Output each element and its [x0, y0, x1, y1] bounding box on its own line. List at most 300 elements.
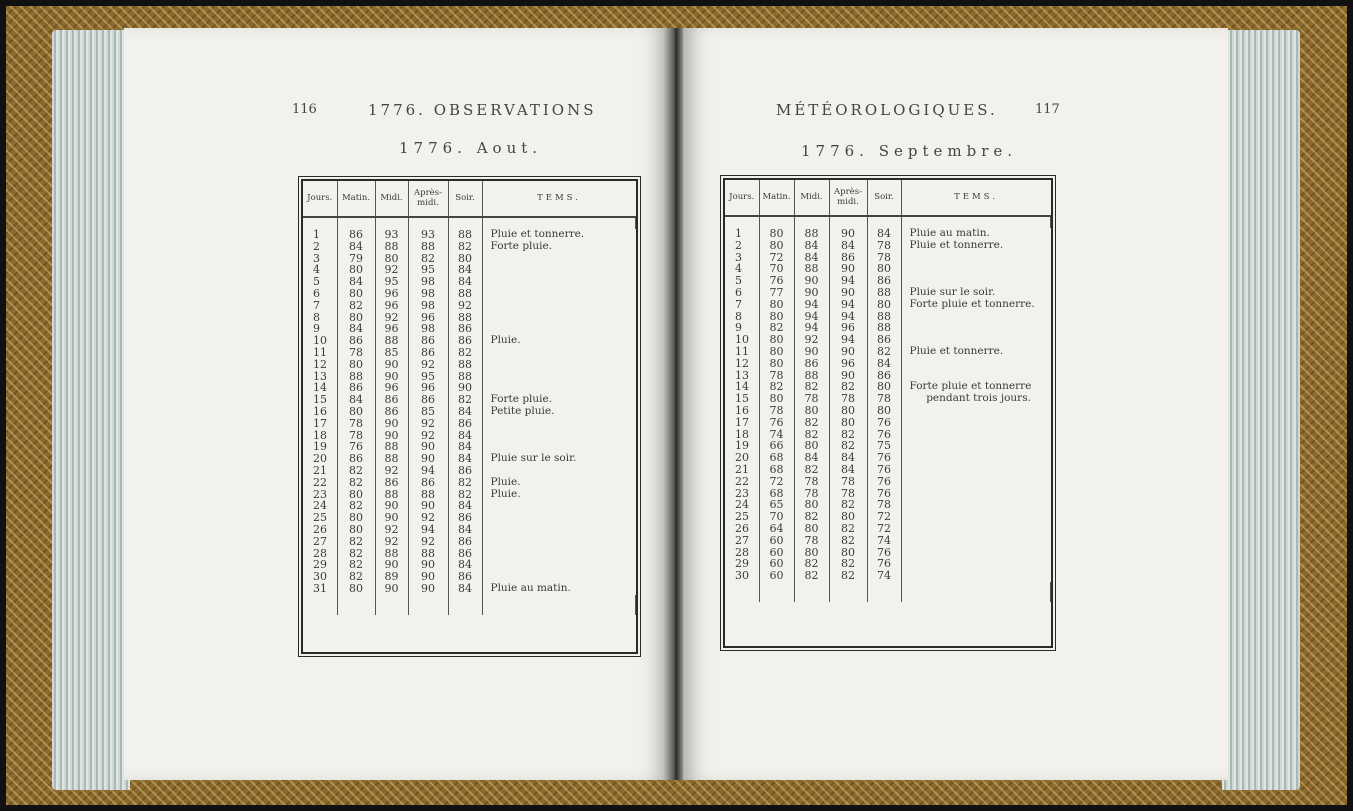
col-tems-cell: Pluie et tonnerre.	[909, 238, 1004, 251]
table-row	[725, 240, 1051, 252]
col-tems-cell	[482, 300, 636, 312]
col-midi-cell: 82	[794, 464, 829, 476]
col-matin-cell: 84	[337, 276, 375, 288]
col-apres-midi-cell: 80	[829, 417, 867, 429]
col-soir-cell: 88	[867, 287, 901, 299]
col-jours-cell: 29	[725, 558, 759, 570]
col-soir-cell: 86	[448, 335, 482, 347]
col-jours-cell: 6	[303, 288, 337, 300]
table-row	[725, 570, 1051, 582]
col-matin-cell: 76	[337, 441, 375, 453]
col-tems-cell: Forte pluie et tonnerre	[909, 380, 1032, 393]
col-soir-cell: 86	[448, 512, 482, 524]
col-matin-cell: 74	[759, 429, 794, 441]
page-edges-right	[1222, 30, 1300, 790]
month-title: 1776. Septembre.	[801, 142, 1018, 160]
col-midi-cell: 82	[794, 511, 829, 523]
col-tems-cell	[482, 264, 636, 276]
col-soir-cell: 76	[867, 429, 901, 441]
col-jours-cell: 10	[303, 335, 337, 347]
col-midi-cell: 92	[375, 524, 408, 536]
col-matin-cell: 82	[337, 477, 375, 489]
col-apres-midi-cell: 96	[829, 322, 867, 334]
col-soir-cell: 76	[867, 464, 901, 476]
col-jours-cell: 27	[303, 536, 337, 548]
col-jours-cell: 19	[725, 440, 759, 452]
col-matin-cell: 60	[759, 535, 794, 547]
col-tems-cell: Pluie.	[490, 487, 521, 500]
col-jours-cell: 27	[725, 535, 759, 547]
col-jours-cell: 20	[303, 453, 337, 465]
col-apres-midi-cell: 86	[408, 335, 448, 347]
col-jours-cell: 7	[303, 300, 337, 312]
col-apres-midi-cell: 84	[829, 452, 867, 464]
col-tems-cell	[901, 452, 1051, 464]
col-midi-cell: 94	[794, 322, 829, 334]
col-midi-cell: 96	[375, 382, 408, 394]
col-matin-cell: 76	[759, 417, 794, 429]
col-tems-cell	[901, 252, 1051, 264]
col-matin-cell: 70	[759, 263, 794, 275]
col-matin-cell: 64	[759, 523, 794, 535]
col-apres-midi-cell: 90	[408, 559, 448, 571]
col-jours-header: Jours.	[725, 180, 759, 216]
col-apres-midi-cell: 92	[408, 430, 448, 442]
page-number: 117	[1035, 102, 1060, 117]
col-jours-cell: 15	[725, 393, 759, 405]
col-tems-cell	[901, 547, 1051, 559]
table-row	[725, 358, 1051, 370]
col-soir-cell: 78	[867, 393, 901, 405]
col-jours-cell: 3	[303, 253, 337, 265]
col-midi-cell: 80	[794, 499, 829, 511]
col-jours-cell: 20	[725, 452, 759, 464]
col-matin-cell: 84	[337, 323, 375, 335]
col-apres-midi-cell: 96	[408, 312, 448, 324]
col-apres-midi-cell: 82	[829, 381, 867, 393]
col-matin-cell: 78	[337, 430, 375, 442]
col-apres-midi-cell: 98	[408, 288, 448, 300]
col-jours-cell: 4	[303, 264, 337, 276]
header-row	[303, 181, 636, 217]
col-apres-midi-cell: 93	[408, 229, 448, 241]
col-apres-midi-cell: 94	[829, 275, 867, 287]
col-midi-cell: 92	[375, 536, 408, 548]
col-midi-cell: 92	[375, 312, 408, 324]
col-soir-cell: 88	[867, 311, 901, 323]
col-matin-cell: 88	[337, 371, 375, 383]
table-row	[725, 299, 1051, 311]
col-matin-cell: 70	[759, 511, 794, 523]
col-apres-midi-cell: 82	[829, 570, 867, 582]
col-soir-cell: 80	[867, 381, 901, 393]
col-jours-cell: 25	[725, 511, 759, 523]
col-jours-cell: 30	[303, 571, 337, 583]
col-soir-cell: 74	[867, 535, 901, 547]
col-soir-cell: 86	[448, 548, 482, 560]
col-midi-cell: 84	[794, 452, 829, 464]
col-apres-midi-cell: 94	[829, 299, 867, 311]
col-soir-cell: 88	[448, 229, 482, 241]
col-matin-cell: 79	[337, 253, 375, 265]
tail-row	[303, 595, 636, 615]
col-matin-cell: 86	[337, 382, 375, 394]
col-tems-cell	[901, 358, 1051, 370]
col-jours-cell: 5	[725, 275, 759, 287]
col-jours-cell: 16	[303, 406, 337, 418]
col-tems-cell	[901, 523, 1051, 535]
running-head: MÉTÉOROLOGIQUES.	[776, 101, 998, 119]
month-title: 1776. Aout.	[399, 139, 543, 157]
col-jours-cell: 28	[303, 548, 337, 560]
col-midi-cell: 90	[375, 430, 408, 442]
col-apres-midi-cell: 90	[408, 500, 448, 512]
col-jours-cell: 22	[303, 477, 337, 489]
col-apres-midi-cell: 92	[408, 418, 448, 430]
col-apres-midi-cell: 82	[829, 429, 867, 441]
col-tems-cell	[482, 500, 636, 512]
col-matin-cell: 80	[759, 334, 794, 346]
col-apres-midi-cell: 98	[408, 276, 448, 288]
col-tems-cell	[482, 430, 636, 442]
col-apres-midi-cell: 90	[829, 370, 867, 382]
col-soir-cell: 86	[448, 465, 482, 477]
col-matin-cell: 80	[337, 264, 375, 276]
header-row	[725, 180, 1051, 216]
table-row	[303, 583, 636, 595]
col-soir-cell: 76	[867, 476, 901, 488]
col-matin-cell: 82	[759, 322, 794, 334]
col-midi-header: Midi.	[794, 180, 829, 216]
col-tems-cell	[901, 429, 1051, 441]
page-number: 116	[292, 102, 317, 117]
col-jours-cell: 11	[303, 347, 337, 359]
col-tems-cell	[482, 359, 636, 371]
col-matin-cell: 66	[759, 440, 794, 452]
col-midi-cell: 96	[375, 288, 408, 300]
col-soir-cell: 84	[448, 276, 482, 288]
col-soir-cell: 90	[448, 382, 482, 394]
col-apres-midi-cell: 90	[829, 346, 867, 358]
col-tems-cell: Pluie.	[490, 334, 521, 347]
col-tems-cell	[482, 312, 636, 324]
col-tems-cell	[901, 511, 1051, 523]
col-matin-cell: 84	[337, 241, 375, 253]
col-tems-cell	[482, 536, 636, 548]
col-matin-cell: 60	[759, 570, 794, 582]
tail-row	[725, 582, 1051, 602]
col-jours-cell: 3	[725, 252, 759, 264]
col-midi-cell: 92	[794, 334, 829, 346]
col-soir-cell: 76	[867, 558, 901, 570]
col-jours-cell: 21	[725, 464, 759, 476]
col-soir-cell: 74	[867, 570, 901, 582]
col-midi-cell: 86	[375, 406, 408, 418]
col-matin-cell: 68	[759, 452, 794, 464]
col-soir-cell: 84	[867, 228, 901, 240]
col-matin-cell: 80	[337, 524, 375, 536]
col-midi-cell: 90	[375, 559, 408, 571]
table-row	[725, 464, 1051, 476]
col-jours-cell: 15	[303, 394, 337, 406]
col-midi-cell: 90	[375, 583, 408, 595]
col-midi-cell: 78	[794, 488, 829, 500]
col-soir-cell: 82	[867, 346, 901, 358]
col-midi-cell: 86	[375, 394, 408, 406]
col-matin-cell: 82	[337, 548, 375, 560]
col-apres-midi-header: Après-midi.	[829, 180, 867, 216]
col-soir-cell: 84	[448, 453, 482, 465]
col-soir-cell: 86	[867, 370, 901, 382]
col-apres-midi-cell: 92	[408, 359, 448, 371]
col-soir-cell: 86	[448, 571, 482, 583]
col-tems-header: TEMS.	[482, 181, 636, 217]
col-midi-cell: 82	[794, 417, 829, 429]
col-jours-cell: 30	[725, 570, 759, 582]
col-jours-cell: 21	[303, 465, 337, 477]
col-matin-cell: 86	[337, 335, 375, 347]
col-jours-cell: 14	[725, 381, 759, 393]
col-soir-cell: 84	[448, 264, 482, 276]
col-matin-cell: 82	[337, 571, 375, 583]
col-jours-cell: 14	[303, 382, 337, 394]
col-matin-cell: 80	[759, 228, 794, 240]
col-jours-cell: 23	[303, 489, 337, 501]
table-row	[303, 300, 636, 312]
col-soir-cell: 86	[867, 334, 901, 346]
col-apres-midi-cell: 86	[408, 394, 448, 406]
col-midi-cell: 90	[794, 275, 829, 287]
col-soir-cell: 72	[867, 523, 901, 535]
table-row	[303, 477, 636, 489]
col-matin-cell: 84	[337, 394, 375, 406]
col-tems-cell	[482, 418, 636, 430]
col-jours-cell: 17	[725, 417, 759, 429]
col-matin-cell: 78	[337, 347, 375, 359]
col-apres-midi-cell: 80	[829, 511, 867, 523]
table-row	[725, 476, 1051, 488]
col-soir-cell: 78	[867, 499, 901, 511]
col-midi-cell: 82	[794, 558, 829, 570]
col-apres-midi-cell: 78	[829, 488, 867, 500]
col-matin-cell: 80	[337, 288, 375, 300]
col-apres-midi-cell: 86	[829, 252, 867, 264]
col-tems-cell: Pluie sur le soir.	[490, 452, 577, 465]
col-midi-cell: 90	[375, 500, 408, 512]
table-row	[725, 523, 1051, 535]
col-apres-midi-cell: 94	[829, 334, 867, 346]
col-jours-cell: 4	[725, 263, 759, 275]
col-midi-cell: 88	[794, 370, 829, 382]
col-midi-cell: 80	[794, 440, 829, 452]
col-apres-midi-cell: 78	[829, 476, 867, 488]
col-matin-cell: 80	[759, 346, 794, 358]
col-matin-cell: 80	[759, 299, 794, 311]
col-matin-cell: 82	[337, 500, 375, 512]
col-soir-cell: 80	[867, 299, 901, 311]
col-jours-cell: 6	[725, 287, 759, 299]
col-jours-cell: 1	[725, 228, 759, 240]
col-matin-cell: 86	[337, 453, 375, 465]
col-jours-cell: 13	[725, 370, 759, 382]
col-apres-midi-cell: 88	[408, 489, 448, 501]
col-matin-header: Matin.	[759, 180, 794, 216]
col-apres-midi-cell: 98	[408, 323, 448, 335]
col-midi-cell: 88	[794, 263, 829, 275]
col-matin-cell: 80	[337, 359, 375, 371]
col-jours-cell: 12	[303, 359, 337, 371]
col-matin-cell: 82	[337, 465, 375, 477]
col-tems-cell	[901, 322, 1051, 334]
observations-table-frame	[723, 178, 1053, 648]
col-soir-cell: 88	[448, 312, 482, 324]
col-apres-midi-cell: 90	[408, 441, 448, 453]
col-matin-cell: 68	[759, 464, 794, 476]
col-midi-cell: 92	[375, 264, 408, 276]
table-row	[725, 287, 1051, 299]
col-tems-cell	[482, 524, 636, 536]
col-jours-cell: 13	[303, 371, 337, 383]
col-tems-cell	[901, 488, 1051, 500]
col-apres-midi-cell: 92	[408, 536, 448, 548]
col-jours-header: Jours.	[303, 181, 337, 217]
col-midi-cell: 90	[375, 359, 408, 371]
col-midi-cell: 90	[375, 371, 408, 383]
col-midi-cell: 78	[794, 535, 829, 547]
col-jours-cell: 17	[303, 418, 337, 430]
table-row	[303, 524, 636, 536]
table-row	[725, 417, 1051, 429]
col-apres-midi-cell: 84	[829, 464, 867, 476]
col-jours-cell: 24	[725, 499, 759, 511]
col-jours-cell: 5	[303, 276, 337, 288]
col-midi-cell: 92	[375, 465, 408, 477]
col-midi-cell: 90	[375, 512, 408, 524]
table-row	[303, 347, 636, 359]
col-jours-cell: 8	[725, 311, 759, 323]
col-tems-cell: Petite pluie.	[490, 404, 555, 417]
table-row	[303, 465, 636, 477]
col-soir-cell: 76	[867, 417, 901, 429]
running-head: 1776. OBSERVATIONS	[368, 101, 597, 119]
col-tems-cell	[901, 558, 1051, 570]
col-jours-cell: 8	[303, 312, 337, 324]
col-soir-cell: 84	[448, 524, 482, 536]
col-tems-header: TEMS.	[901, 180, 1051, 216]
col-soir-cell: 82	[448, 394, 482, 406]
col-midi-cell: 90	[794, 287, 829, 299]
col-midi-cell: 88	[794, 228, 829, 240]
col-tems-cell	[482, 371, 636, 383]
col-matin-cell: 80	[759, 393, 794, 405]
col-tems-cell	[482, 276, 636, 288]
col-apres-midi-cell: 90	[408, 571, 448, 583]
col-tems-cell	[482, 288, 636, 300]
col-apres-midi-cell: 84	[829, 240, 867, 252]
col-soir-cell: 80	[867, 263, 901, 275]
col-soir-cell: 84	[448, 500, 482, 512]
col-tems-cell	[901, 405, 1051, 417]
col-tems-cell: Pluie et tonnerre.	[490, 228, 585, 240]
col-jours-cell: 18	[725, 429, 759, 441]
col-tems-cell: Pluie sur le soir.	[909, 285, 996, 298]
col-tems-cell	[482, 253, 636, 265]
col-jours-cell: 18	[303, 430, 337, 442]
right-page	[683, 28, 1228, 780]
col-matin-header: Matin.	[337, 181, 375, 217]
col-tems-cell	[901, 311, 1051, 323]
col-tems-cell	[901, 263, 1051, 275]
table-row	[303, 536, 636, 548]
col-matin-cell: 80	[337, 512, 375, 524]
col-midi-cell: 93	[375, 229, 408, 241]
col-jours-cell: 29	[303, 559, 337, 571]
col-jours-cell: 11	[725, 346, 759, 358]
col-soir-cell: 88	[448, 288, 482, 300]
col-soir-cell: 88	[448, 371, 482, 383]
col-soir-cell: 84	[448, 583, 482, 595]
col-soir-cell: 76	[867, 452, 901, 464]
col-midi-cell: 82	[794, 381, 829, 393]
col-jours-cell: 24	[303, 500, 337, 512]
col-apres-midi-cell: 94	[408, 465, 448, 477]
col-apres-midi-cell: 90	[408, 453, 448, 465]
col-midi-cell: 80	[794, 523, 829, 535]
col-matin-cell: 78	[759, 405, 794, 417]
col-tems-cell	[901, 570, 1051, 582]
col-apres-midi-cell: 90	[829, 263, 867, 275]
col-apres-midi-cell: 94	[829, 311, 867, 323]
col-midi-cell: 80	[375, 253, 408, 265]
col-soir-cell: 78	[867, 252, 901, 264]
col-midi-cell: 95	[375, 276, 408, 288]
left-page	[124, 28, 668, 780]
col-jours-cell: 16	[725, 405, 759, 417]
col-midi-cell: 80	[794, 547, 829, 559]
col-soir-cell: 76	[867, 488, 901, 500]
col-midi-cell: 90	[794, 346, 829, 358]
col-midi-cell: 82	[794, 429, 829, 441]
col-soir-cell: 84	[448, 441, 482, 453]
col-midi-cell: 86	[794, 358, 829, 370]
col-midi-header: Midi.	[375, 181, 408, 217]
col-tems-cell: Forte pluie.	[490, 393, 553, 406]
col-midi-cell: 89	[375, 571, 408, 583]
col-jours-cell: 12	[725, 358, 759, 370]
col-apres-midi-cell: 96	[829, 358, 867, 370]
col-matin-cell: 80	[759, 358, 794, 370]
col-apres-midi-cell: 94	[408, 524, 448, 536]
col-apres-midi-cell: 82	[829, 523, 867, 535]
col-tems-cell	[482, 559, 636, 571]
observations-table	[725, 180, 1051, 602]
col-tems-cell	[901, 440, 1051, 452]
col-soir-cell: 88	[867, 322, 901, 334]
table-row	[725, 346, 1051, 358]
col-soir-header: Soir.	[867, 180, 901, 216]
col-soir-cell: 86	[448, 323, 482, 335]
col-jours-cell: 19	[303, 441, 337, 453]
col-matin-cell: 78	[759, 370, 794, 382]
col-apres-midi-cell: 82	[829, 499, 867, 511]
col-apres-midi-cell: 82	[408, 253, 448, 265]
col-soir-cell: 75	[867, 440, 901, 452]
col-apres-midi-cell: 95	[408, 371, 448, 383]
table-row	[725, 405, 1051, 417]
observations-table	[303, 181, 636, 615]
col-jours-cell: 1	[303, 229, 337, 241]
col-midi-cell: 84	[794, 252, 829, 264]
